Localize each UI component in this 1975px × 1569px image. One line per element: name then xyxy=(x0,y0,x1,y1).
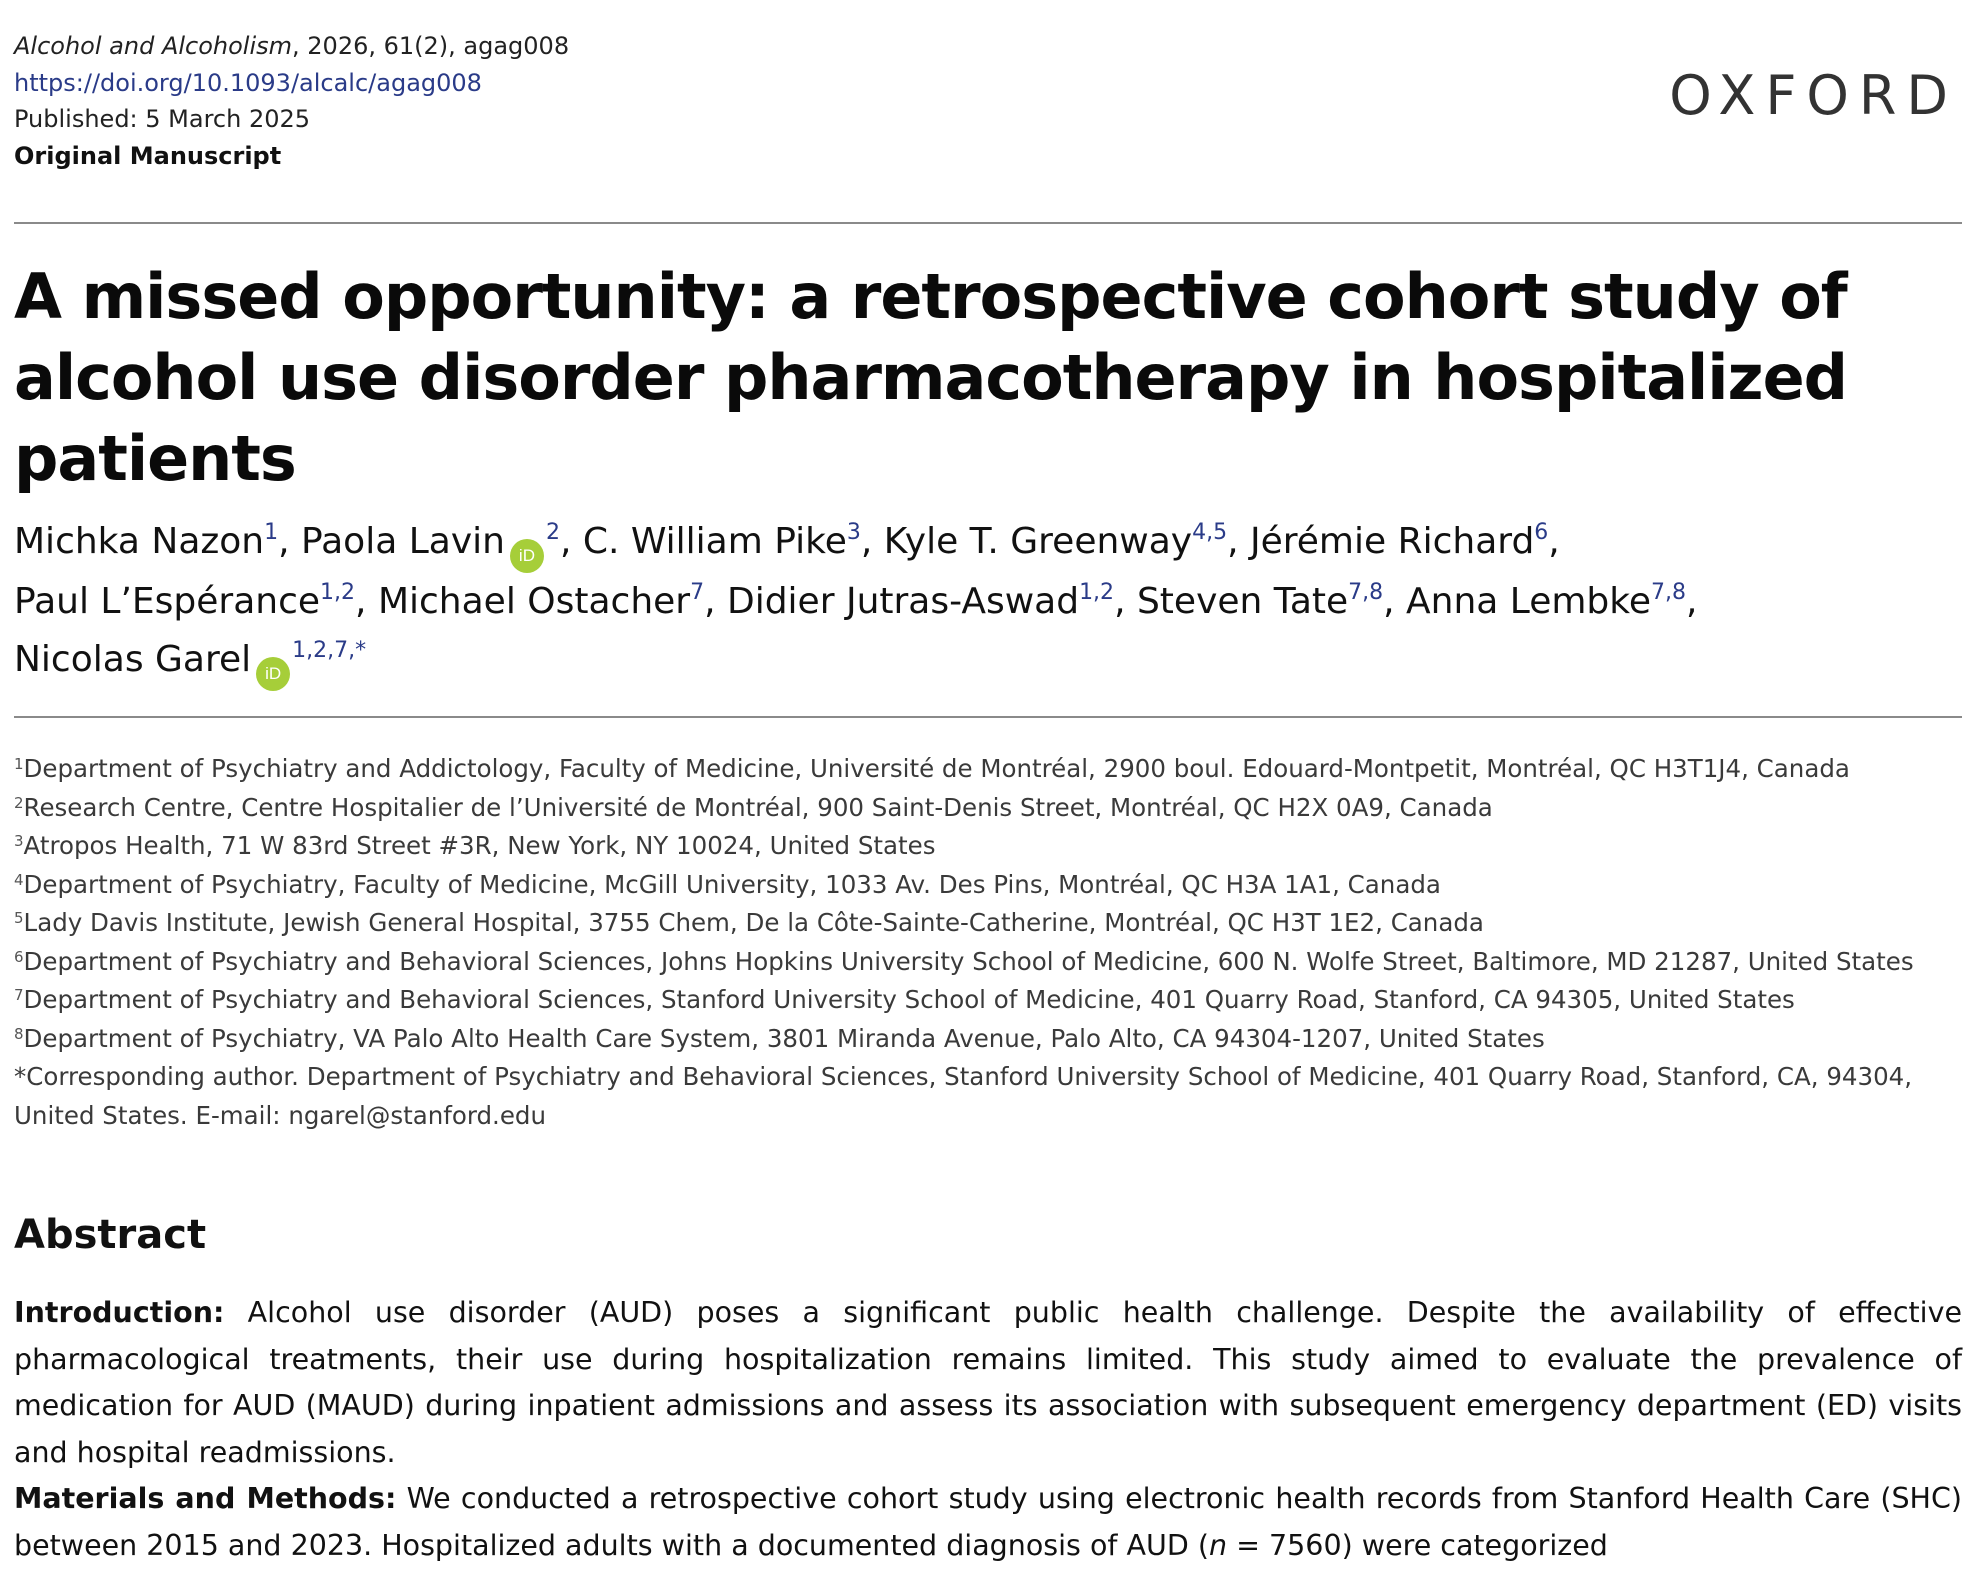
introduction-text: Alcohol use disorder (AUD) poses a significant public health challenge. Despite the availability of effective pharmacological treatments, their use during hospitalization remains limited. This study aimed to evaluate the prevalence of medication for AUD (MAUD) during inpatient admissions and assess its association with subsequent emergency department (ED) visits and hospital readmissions. xyxy=(14,1296,1962,1469)
abstract-methods xyxy=(14,1476,1962,1569)
author-name: Jérémie Richard xyxy=(1250,521,1535,562)
affiliation-item xyxy=(14,750,1962,789)
author-affiliation-marker[interactable]: 4,5 xyxy=(1192,520,1228,545)
affiliation-number: 7 xyxy=(14,986,24,1004)
author[interactable] xyxy=(14,521,278,562)
affiliation-number: 8 xyxy=(14,1024,24,1043)
affiliation-text: Research Centre, Centre Hospitalier de l’Université de Montréal, 900 Saint-Denis Street, Montréal, QC H2X 0A9, Canada xyxy=(23,792,1493,822)
abstract-heading: Abstract xyxy=(14,1212,207,1258)
author[interactable] xyxy=(1406,581,1686,622)
author[interactable] xyxy=(583,521,861,562)
author-affiliation-marker[interactable]: 1 xyxy=(264,520,279,545)
orcid-icon[interactable]: iD xyxy=(510,539,544,573)
introduction-label: Introduction: xyxy=(14,1296,225,1329)
affiliation-item xyxy=(14,827,1962,866)
author[interactable] xyxy=(727,581,1114,622)
article-meta xyxy=(14,28,569,174)
abstract-introduction xyxy=(14,1290,1962,1476)
affiliation-text: Department of Psychiatry, Faculty of Medicine, McGill University, 1033 Av. Des Pins, Montréal, QC H3A 1A1, Canada xyxy=(23,869,1441,899)
affiliation-text: Atropos Health, 71 W 83rd Street #3R, New York, NY 10024, United States xyxy=(23,831,936,860)
header-divider xyxy=(14,222,1962,224)
author-affiliation-marker[interactable]: 7,8 xyxy=(1651,580,1686,605)
author-name: Michka Nazon xyxy=(14,521,265,562)
affiliation-number: 6 xyxy=(14,947,24,966)
author-list: Michka Nazon$^1$, Paola Lavin $iD^2$, C. William Pike$^3$, Kyle T. Greenway$^{4,5}$, Jérémie Richard$^6$, Paul L’Espérance$^{1,2}$, Michael Ostacher$^7$, Didier Jutras-Aswad$^{1,2}$, Steven Tate$^{7,8}$, Anna Lembke$^{7,8}$, Nicolas Garel $iD^{1,2,7,*}$ xyxy=(14,513,1962,691)
affiliation-list xyxy=(14,750,1962,1135)
affiliation-number: 1 xyxy=(14,755,24,773)
abstract-body xyxy=(14,1290,1962,1569)
article-type: Original Manuscript xyxy=(14,141,282,170)
author[interactable] xyxy=(1137,581,1383,622)
orcid-icon[interactable]: iD xyxy=(256,657,290,691)
methods-text: We conducted a retrospective cohort study using electronic health records from Stanford Health Care (SHC) between 2015 and 2023. Hospitalized adults with a documented diagnosis of AUD ( xyxy=(14,1482,1963,1562)
affiliation-item xyxy=(14,866,1962,905)
author[interactable] xyxy=(884,521,1227,562)
citation-line xyxy=(14,28,569,65)
author[interactable] xyxy=(14,638,367,683)
affiliations-divider xyxy=(14,716,1962,718)
author[interactable] xyxy=(301,520,560,565)
affiliation-text: Department of Psychiatry and Behavioral Sciences, Johns Hopkins University School of Medicine, 600 N. Wolfe Street, Baltimore, MD 21287, United States xyxy=(23,946,1914,976)
affiliation-item xyxy=(14,789,1962,828)
methods-text-continued: = 7560) were categorized xyxy=(1227,1528,1608,1562)
author[interactable] xyxy=(1250,521,1548,562)
author-name: Paola Lavin xyxy=(301,521,505,562)
affiliation-number: 5 xyxy=(14,909,24,927)
author[interactable] xyxy=(378,581,704,622)
article-page xyxy=(14,0,1963,1562)
author-affiliation-marker[interactable]: 1,2 xyxy=(1079,580,1115,605)
corresponding-author: *Corresponding author. Department of Psychiatry and Behavioral Sciences, Stanford University School of Medicine, 401 Quarry Road, Stanford, CA, 94304, United States. E-mail: ngarel@stanford.edu xyxy=(14,1062,1913,1130)
author-affiliation-marker[interactable]: 3 xyxy=(846,520,861,545)
affiliation-item xyxy=(14,981,1962,1020)
publisher-logo: OXFORD xyxy=(1669,64,1958,127)
author-name: Nicolas Garel xyxy=(14,639,252,680)
author-affiliation-marker[interactable]: 1,2 xyxy=(320,580,356,605)
author-name: C. William Pike xyxy=(582,521,847,562)
author-name: Kyle T. Greenway xyxy=(883,521,1193,562)
methods-label: Materials and Methods: xyxy=(14,1482,397,1515)
affiliation-item xyxy=(14,1020,1962,1059)
author-affiliation-marker[interactable]: 6 xyxy=(1534,520,1549,545)
author[interactable] xyxy=(14,581,355,622)
article-header xyxy=(14,0,1962,205)
affiliation-text: Department of Psychiatry and Behavioral Sciences, Stanford University School of Medicine, 401 Quarry Road, Stanford, CA 94305, United States xyxy=(23,985,1795,1014)
author-affiliation-marker[interactable]: 7,8 xyxy=(1348,580,1384,605)
sample-size-variable: n xyxy=(1208,1528,1228,1562)
affiliation-number: 4 xyxy=(14,870,24,889)
author-name: Steven Tate xyxy=(1136,581,1349,622)
affiliation-item xyxy=(14,943,1962,982)
author-name: Michael Ostacher xyxy=(377,581,691,622)
author-name: Didier Jutras-Aswad xyxy=(726,581,1080,622)
doi-link[interactable]: https://doi.org/10.1093/alcalc/agag008 xyxy=(14,68,482,97)
affiliation-text: Department of Psychiatry and Addictology, Faculty of Medicine, Université de Montréal, 2900 boul. Edouard-Montpetit, Montréal, QC H3T1J4, Canada xyxy=(23,754,1850,783)
affiliation-text: Lady Davis Institute, Jewish General Hospital, 3755 Chem, De la Côte-Sainte-Catherine, Montréal, QC H3T 1E2, Canada xyxy=(23,908,1484,937)
author-affiliation-marker[interactable]: 2 xyxy=(545,520,560,545)
author-affiliation-marker[interactable]: 7 xyxy=(690,580,705,605)
citation-details: , 2026, 61(2), agag008 xyxy=(292,32,570,60)
author-name: Anna Lembke xyxy=(1406,581,1651,622)
affiliation-number: 3 xyxy=(14,832,24,850)
affiliation-item xyxy=(14,904,1962,943)
affiliation-number: 2 xyxy=(14,793,24,812)
author-affiliation-marker[interactable]: 1,2,7,* xyxy=(292,638,367,663)
published-date: Published: 5 March 2025 xyxy=(14,105,311,133)
author-name: Paul L’Espérance xyxy=(14,581,321,622)
journal-name: Alcohol and Alcoholism xyxy=(14,32,293,60)
affiliation-text: Department of Psychiatry, VA Palo Alto Health Care System, 3801 Miranda Avenue, Palo Alto, CA 94304-1207, United States xyxy=(23,1023,1545,1053)
article-title: A missed opportunity: a retrospective cohort study of alcohol use disorder pharmacotherapy in hospitalized patients xyxy=(14,260,1848,495)
